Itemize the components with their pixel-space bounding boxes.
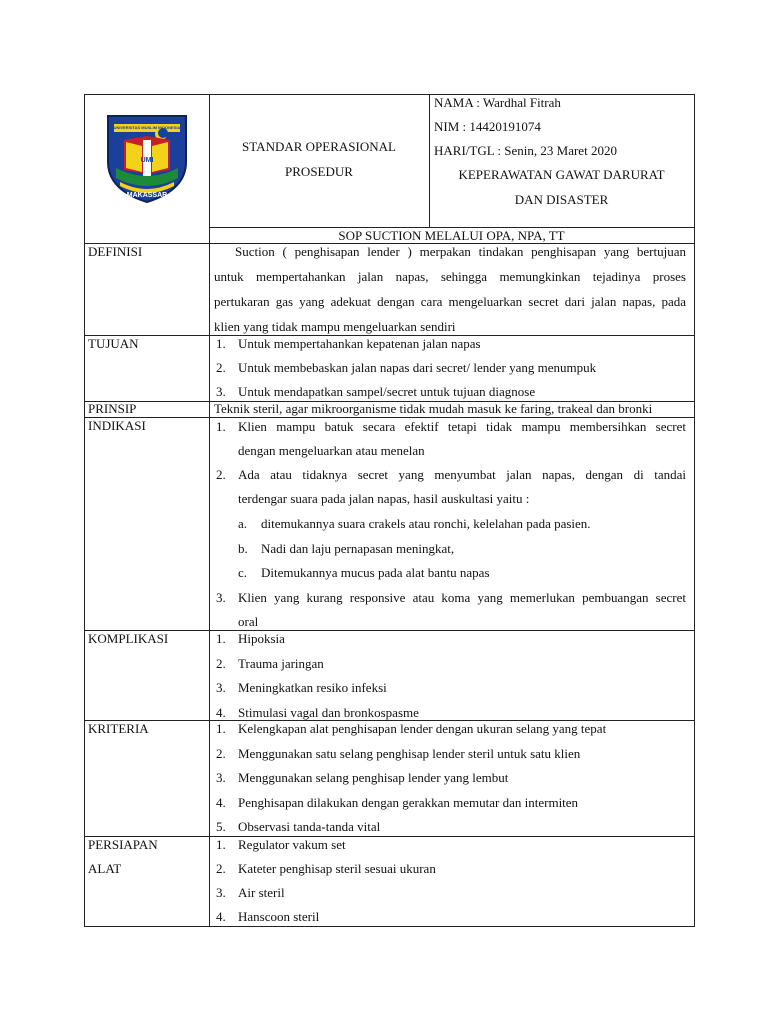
kriteria-item: Menggunakan selang penghisap lender yang lembut — [238, 770, 509, 785]
definisi-line: klien yang tidak mampu mengeluarkan sendiri — [214, 319, 456, 334]
list-number: 1. — [216, 336, 226, 351]
list-number: 3. — [216, 770, 226, 785]
student-name: NAMA : Wardhal Fitrah — [434, 95, 561, 110]
logo-text-bottom: MAKASSAR — [126, 192, 168, 199]
sop-title: SOP SUCTION MELALUI OPA, NPA, TT — [338, 228, 565, 243]
document-title-line1: STANDAR OPERASIONAL — [242, 139, 396, 154]
komplikasi-item: Trauma jaringan — [238, 656, 324, 671]
student-nim: NIM : 14420191074 — [434, 119, 541, 134]
komplikasi-label: KOMPLIKASI — [88, 631, 169, 646]
kriteria-item: Kelengkapan alat penghisapan lender dengan ukuran selang yang tepat — [238, 721, 607, 736]
komplikasi-item: Stimulasi vagal dan bronkospasme — [238, 705, 419, 720]
persiapan-item: Air steril — [238, 885, 285, 900]
indikasi-item: Ada atau tidaknya secret yang menyumbat jalan napas, dengan di tandai — [238, 467, 686, 482]
list-number: 5. — [216, 819, 226, 834]
indikasi-sub-item: ditemukannya suara crakels atau ronchi, kelelahan pada pasien. — [261, 516, 591, 531]
kriteria-item: Observasi tanda-tanda vital — [238, 819, 381, 834]
tujuan-label: TUJUAN — [88, 336, 139, 351]
list-number: 3. — [216, 384, 226, 399]
prinsip-text: Teknik steril, agar mikroorganisme tidak mudah masuk ke faring, trakeal dan bronki — [214, 401, 653, 416]
indikasi-item: Klien yang kurang responsive atau koma yang memerlukan pembuangan secret — [238, 590, 686, 605]
list-number: 3. — [216, 885, 226, 900]
list-number: 2. — [216, 360, 226, 375]
list-number: 1. — [216, 631, 226, 646]
list-number: 1. — [216, 721, 226, 736]
definisi-label: DEFINISI — [88, 244, 143, 259]
indikasi-item-cont: dengan mengeluarkan atau menelan — [238, 443, 425, 458]
list-number: 2. — [216, 467, 226, 482]
logo-text-top: UNIVERSITAS MUSLIM INDONESIA — [113, 125, 181, 130]
persiapan-label-line1: PERSIAPAN — [88, 837, 158, 852]
umi-shield-icon — [104, 112, 190, 204]
list-number: 1. — [216, 837, 226, 852]
definisi-line: Suction ( penghisapan lender ) merpakan tindakan penghisapan yang bertujuan — [235, 244, 686, 259]
komplikasi-item: Meningkatkan resiko infeksi — [238, 680, 387, 695]
definisi-line: untuk mempertahankan jalan napas, sehingga memungkinkan tejadinya proses — [214, 269, 686, 284]
list-number: 4. — [216, 705, 226, 720]
course-line1: KEPERAWATAN GAWAT DARURAT — [458, 167, 665, 182]
list-number: 2. — [216, 746, 226, 761]
list-number: 4. — [216, 795, 226, 810]
kriteria-item: Penghisapan dilakukan dengan gerakkan memutar dan intermiten — [238, 795, 579, 810]
persiapan-item: Regulator vakum set — [238, 837, 346, 852]
indikasi-item-cont: terdengar suara pada jalan napas, hasil auskultasi yaitu : — [238, 491, 530, 506]
document-title-line2: PROSEDUR — [285, 164, 353, 179]
list-number: 3. — [216, 590, 226, 605]
definisi-line: pertukaran gas yang adekuat dengan cara mengeluarkan secret dari jalan napas, pada — [214, 294, 686, 309]
sub-list-marker: b. — [238, 541, 248, 556]
persiapan-item: Kateter penghisap steril sesuai ukuran — [238, 861, 436, 876]
persiapan-item: Hanscoon steril — [238, 909, 320, 924]
indikasi-label: INDIKASI — [88, 418, 146, 433]
indikasi-item-cont: oral — [238, 614, 259, 629]
list-number: 2. — [216, 861, 226, 876]
prinsip-label: PRINSIP — [88, 401, 137, 416]
sub-list-marker: a. — [238, 516, 248, 531]
tujuan-item: Untuk mendapatkan sampel/secret untuk tujuan diagnose — [238, 384, 536, 399]
kriteria-item: Menggunakan satu selang penghisap lender steril untuk satu klien — [238, 746, 581, 761]
list-number: 1. — [216, 419, 226, 434]
date-line: HARI/TGL : Senin, 23 Maret 2020 — [434, 143, 617, 158]
list-number: 3. — [216, 680, 226, 695]
indikasi-sub-item: Ditemukannya mucus pada alat bantu napas — [261, 565, 490, 580]
logo-text-mid: UMI — [140, 157, 154, 164]
komplikasi-item: Hipoksia — [238, 631, 285, 646]
indikasi-item: Klien mampu batuk secara efektif tetapi tidak mampu membersihkan secret — [238, 419, 686, 434]
indikasi-sub-item: Nadi dan laju pernapasan meningkat, — [261, 541, 455, 556]
umi-logo — [104, 112, 190, 204]
kriteria-label: KRITERIA — [88, 721, 149, 736]
tujuan-item: Untuk mempertahankan kepatenan jalan napas — [238, 336, 481, 351]
sub-list-marker: c. — [238, 565, 248, 580]
list-number: 4. — [216, 909, 226, 924]
persiapan-label-line2: ALAT — [88, 861, 122, 876]
list-number: 2. — [216, 656, 226, 671]
tujuan-item: Untuk membebaskan jalan napas dari secret/ lender yang menumpuk — [238, 360, 597, 375]
course-line2: DAN DISASTER — [514, 192, 609, 207]
